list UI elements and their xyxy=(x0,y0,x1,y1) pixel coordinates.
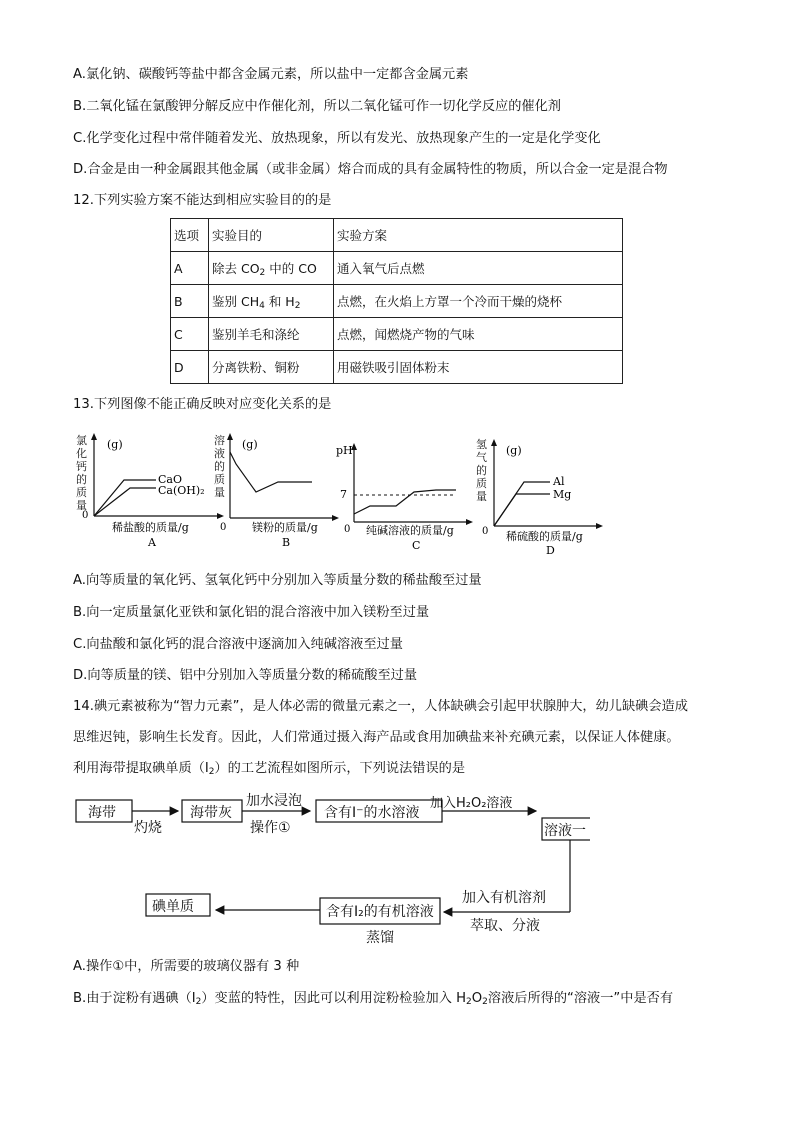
flow-box-kelp-ash-label: 海带灰 xyxy=(190,805,232,821)
graph-a xyxy=(74,430,227,550)
q14-stem-line-3: 利用海带提取碘单质$(I_2)$的工艺流程如图所示，下列说法错误的是 xyxy=(73,761,466,777)
row-option: B xyxy=(171,285,209,318)
q13-option-b: B.向一定质量氯化亚铁和氯化铝的混合溶液中加入镁粉至过量 xyxy=(73,605,430,620)
graph-a-ylabel-2: 钙 xyxy=(76,460,87,473)
graph-d-series1-label: Al xyxy=(553,475,565,488)
row-plan: 点燃，闻燃烧产物的气味 xyxy=(334,318,623,351)
graph-c-curve xyxy=(354,490,456,514)
flow-box-organic-solution-label: 含有I₂的有机溶液 xyxy=(326,904,434,920)
graph-c-tick-7: 7 xyxy=(340,488,347,501)
row-goal: 鉴别羊毛和涤纶 xyxy=(209,318,334,351)
row-goal: 除去 $CO_2$ 中的 CO xyxy=(209,252,334,285)
table-row xyxy=(171,351,623,384)
q13-stem: 13.下列图像不能正确反映对应变化关系的是 xyxy=(73,397,332,412)
flow-step-soak: 加水浸泡 xyxy=(246,793,302,809)
q14-flowchart xyxy=(70,790,590,948)
table-row xyxy=(171,318,623,351)
flow-step-extract: 萃取、分液 xyxy=(470,918,540,934)
flow-box-solution-one-label: 溶液一 xyxy=(544,823,586,839)
graph-a-origin: 0 xyxy=(82,510,89,521)
graph-b-ylabel-0: 溶 xyxy=(214,434,225,447)
graph-b-ylabel-1: 液 xyxy=(214,447,225,460)
graph-b-ylabel-4: 量 xyxy=(214,486,225,499)
table-row xyxy=(171,252,623,285)
graph-b-unit: (g) xyxy=(242,438,258,451)
flow-step-operation: 操作① xyxy=(250,820,291,836)
q13-option-c: C.向盐酸和氯化钙的混合溶液中逐滴加入纯碱溶液至过量 xyxy=(73,637,403,652)
graph-c-xlabel: 纯碱溶液的质量/g xyxy=(366,524,454,537)
graph-d-series-al xyxy=(494,482,550,526)
graph-d-letter: D xyxy=(546,544,555,556)
graph-d-ylabel-4: 量 xyxy=(476,490,487,503)
graph-c xyxy=(336,440,476,552)
q14-option-a: A.操作①中，所需要的玻璃仪器有 3 种 xyxy=(73,959,300,974)
graph-b-origin: 0 xyxy=(220,522,227,533)
header-plan: 实验方案 xyxy=(334,219,623,252)
graph-d-ylabel-0: 氢 xyxy=(476,438,487,451)
graph-a-ylabel-1: 化 xyxy=(76,447,87,460)
flow-step-h2o2: 加入H₂O₂溶液 xyxy=(430,796,513,811)
graph-c-ylabel: pH xyxy=(336,444,353,457)
row-plan: 通入氧气后点燃 xyxy=(334,252,623,285)
graph-d-ylabel-3: 质 xyxy=(476,477,487,490)
graph-a-ylabel-4: 质 xyxy=(76,486,87,499)
q11-option-c: C.化学变化过程中常伴随着发光、放热现象，所以有发光、放热现象产生的一定是化学变化 xyxy=(73,131,601,146)
q11-option-b: B.二氧化锰在氯酸钾分解反应中作催化剂，所以二氧化锰可作一切化学反应的催化剂 xyxy=(73,99,561,114)
q11-option-a: A.氯化钠、碳酸钙等盐中都含金属元素，所以盐中一定都含金属元素 xyxy=(73,67,469,82)
q14-option-b: B.由于淀粉有遇碘$(I_2)$变蓝的特性，因此可以利用淀粉检验加入 $H_2O_2$溶液后所得的“溶液一”中是否有 xyxy=(73,991,674,1007)
graph-b-ylabel-2: 的 xyxy=(214,460,225,473)
row-plan: 用磁铁吸引固体粉末 xyxy=(334,351,623,384)
q12-table xyxy=(170,218,623,384)
graph-a-ylabel-3: 的 xyxy=(76,473,87,486)
graph-c-origin: 0 xyxy=(344,524,351,535)
graph-d-ylabel-1: 气 xyxy=(476,451,487,464)
graph-b-xlabel: 镁粉的质量/g xyxy=(252,521,318,534)
graph-b-ylabel-3: 质 xyxy=(214,473,225,486)
q14-stem-line-1: 14.碘元素被称为“智力元素”，是人体必需的微量元素之一，人体缺碘会引起甲状腺肿大，幼儿缺碘会造成 xyxy=(73,699,688,714)
graph-b xyxy=(212,432,340,550)
graph-d-series-mg xyxy=(494,494,550,526)
header-option: 选项 xyxy=(171,219,209,252)
graph-a-ylabel-0: 氯 xyxy=(76,434,87,447)
table-row xyxy=(171,285,623,318)
flow-step-distill: 蒸馏 xyxy=(366,930,394,946)
graph-a-series-caoh2 xyxy=(94,488,156,516)
q13-option-d: D.向等质量的镁、铝中分别加入等质量分数的稀硫酸至过量 xyxy=(73,668,418,683)
graph-a-xlabel: 稀盐酸的质量/g xyxy=(112,521,189,534)
row-option: C xyxy=(171,318,209,351)
header-goal: 实验目的 xyxy=(209,219,334,252)
flow-step-burn: 灼烧 xyxy=(134,820,162,836)
q11-option-d: D.合金是由一种金属跟其他金属（或非金属）熔合而成的具有金属特性的物质，所以合金一定是混合物 xyxy=(73,162,668,177)
table-header-row xyxy=(171,219,623,252)
flow-box-kelp-label: 海带 xyxy=(88,805,116,821)
graph-d-ylabel-2: 的 xyxy=(476,464,487,477)
row-plan: 点燃，在火焰上方罩一个冷而干燥的烧杯 xyxy=(334,285,623,318)
graph-d-xlabel: 稀硫酸的质量/g xyxy=(506,530,583,543)
row-option: A xyxy=(171,252,209,285)
graph-a-unit: (g) xyxy=(107,438,123,451)
graph-c-letter: C xyxy=(412,539,421,552)
graph-a-letter: A xyxy=(148,536,156,549)
graph-b-curve xyxy=(230,452,312,492)
q12-stem: 12.下列实验方案不能达到相应实验目的的是 xyxy=(73,193,332,208)
graph-b-letter: B xyxy=(282,536,291,549)
graph-d-origin: 0 xyxy=(482,526,489,537)
flow-box-iodide-solution-label: 含有I⁻的水溶液 xyxy=(324,805,420,821)
graph-a-series2-label: Ca(OH)₂ xyxy=(158,484,205,497)
row-option: D xyxy=(171,351,209,384)
graph-a-series1-label: CaO xyxy=(158,473,182,486)
graph-d xyxy=(474,434,606,556)
graph-a-ylabel-5: 量 xyxy=(76,499,87,512)
q13-option-a: A.向等质量的氧化钙、氢氧化钙中分别加入等质量分数的稀盐酸至过量 xyxy=(73,573,482,588)
graph-a-series-cao xyxy=(94,480,156,516)
row-goal: 鉴别 $CH_4$ 和 $H_2$ xyxy=(209,285,334,318)
flow-step-solvent: 加入有机溶剂 xyxy=(462,890,546,906)
graph-d-unit: (g) xyxy=(506,444,522,457)
q14-stem-line-2: 思维迟钝，影响生长发育。因此，人们常通过摄入海产品或食用加碘盐来补充碘元素，以保证人体健康。 xyxy=(73,730,680,745)
row-goal: 分离铁粉、铜粉 xyxy=(209,351,334,384)
flow-box-iodine-label: 碘单质 xyxy=(152,899,194,915)
graph-d-series2-label: Mg xyxy=(553,488,572,501)
